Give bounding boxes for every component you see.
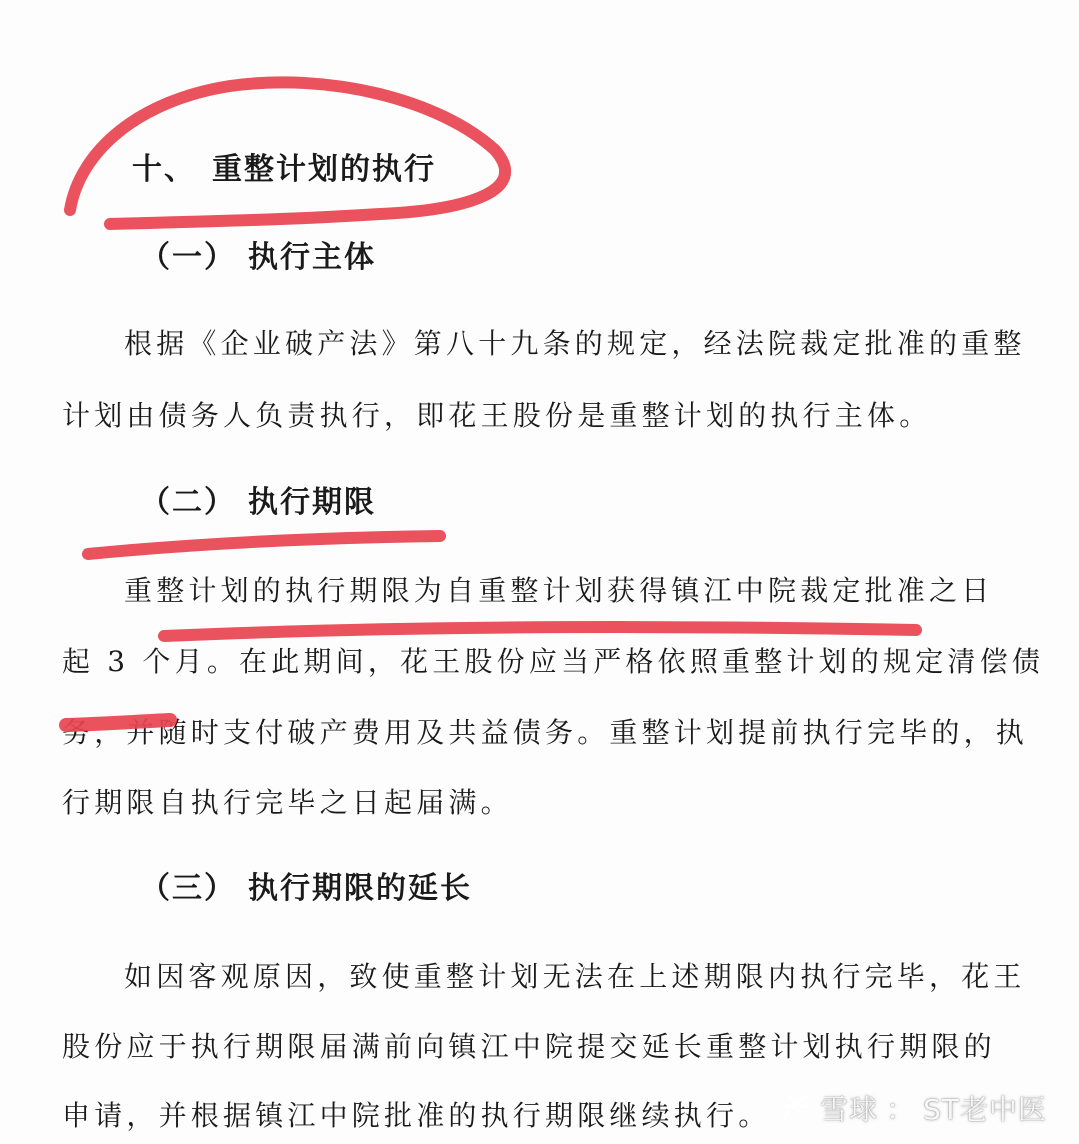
- ink-underline-heading-2: [88, 536, 440, 554]
- section-heading: [132, 150, 436, 190]
- watermark-author: ST老中医: [923, 1093, 1047, 1126]
- subsection-heading-3: [140, 869, 472, 909]
- watermark-site: 雪球: [820, 1093, 879, 1126]
- subsection-title: 执行主体: [248, 240, 376, 275]
- paragraph-line: 务，并随时支付破产费用及共益债务。重整计划提前执行完毕的，执: [62, 716, 1029, 749]
- section-number: 十、: [132, 152, 196, 187]
- subsection-heading-2: [140, 483, 376, 523]
- paragraph-line: 根据《企业破产法》第八十九条的规定，经法院裁定批准的重整: [124, 327, 1026, 360]
- section-title: 重整计划的执行: [212, 152, 436, 187]
- subsection-title: 执行期限: [248, 485, 376, 520]
- watermark-separator: ：: [886, 1093, 916, 1126]
- subsection-number: （三）: [140, 871, 236, 906]
- snowball-logo-icon: [778, 1091, 812, 1125]
- subsection-number: （二）: [140, 485, 236, 520]
- paragraph-line: 申请，并根据镇江中院批准的执行期限继续执行。: [62, 1099, 771, 1132]
- subsection-number: （一）: [140, 240, 236, 275]
- paragraph-line: 股份应于执行期限届满前向镇江中院提交延长重整计划执行期限的: [62, 1030, 996, 1063]
- watermark: [778, 1088, 1047, 1128]
- paragraph-line: 如因客观原因，致使重整计划无法在上述期限内执行完毕，花王: [124, 960, 1026, 993]
- paragraph-line: 起 3 个月。在此期间，花王股份应当严格依照重整计划的规定清偿债: [62, 645, 1045, 678]
- subsection-heading-1: [140, 238, 376, 278]
- subsection-title: 执行期限的延长: [248, 871, 472, 906]
- ink-underline-line-1: [164, 627, 916, 636]
- paragraph-line: 重整计划的执行期限为自重整计划获得镇江中院裁定批准之日: [124, 574, 994, 607]
- paragraph-line: 行期限自执行完毕之日起届满。: [62, 786, 513, 819]
- paragraph-line: 计划由债务人负责执行，即花王股份是重整计划的执行主体。: [62, 399, 932, 432]
